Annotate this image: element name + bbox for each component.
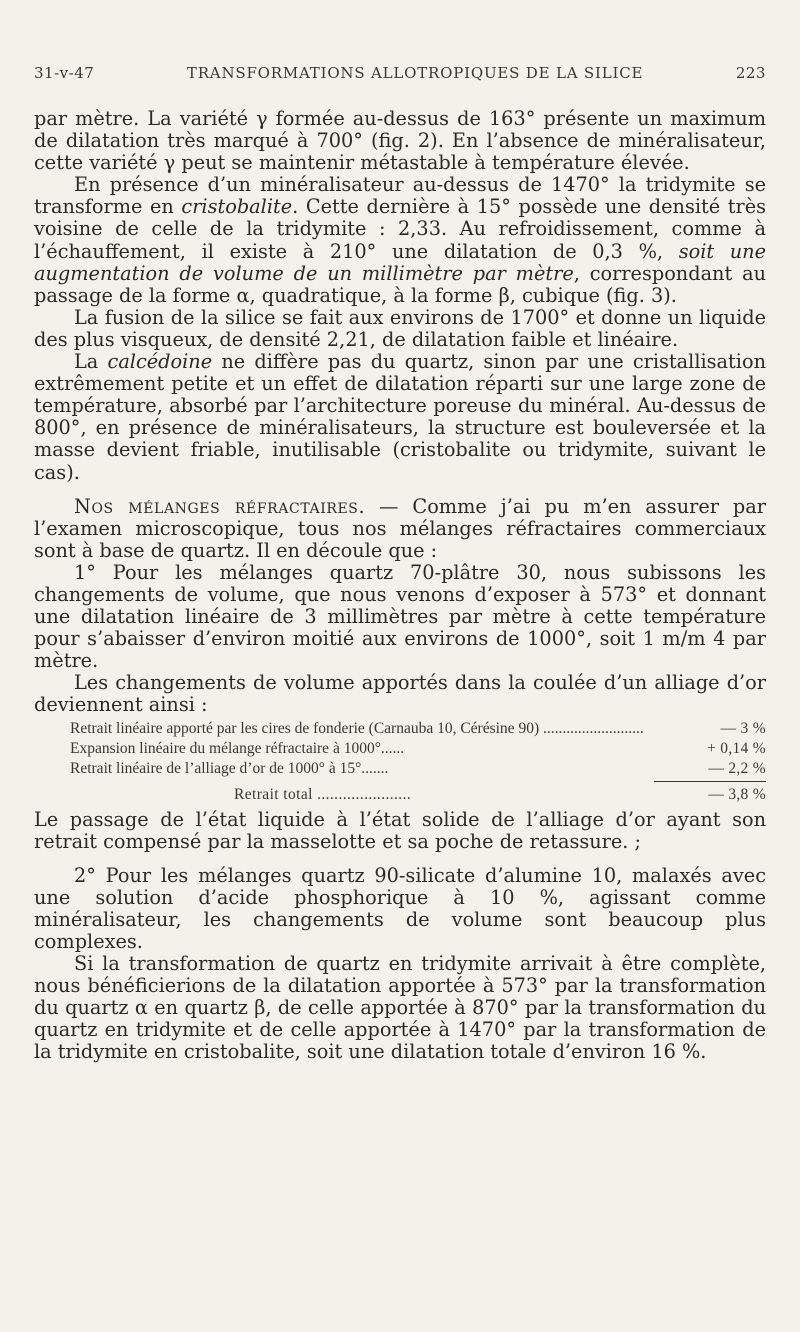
running-header bbox=[34, 64, 766, 82]
sum-rule bbox=[654, 781, 766, 782]
term-cristobalite: cristobalite bbox=[181, 195, 293, 219]
paragraph-calcedoine bbox=[34, 351, 766, 484]
text-run: La bbox=[74, 350, 108, 374]
recap-label: Retrait linéaire de l’alliage d’or de 1000° à 15°....... bbox=[70, 759, 389, 777]
text-run: , correspondant au passage de la forme α, quadratique, à la forme β, cubique (fig. 3). bbox=[34, 261, 766, 307]
paragraph-point-1: 1° Pour les mélanges quartz 70-plâtre 30, nous subissons les changements de volume, que nous venons d’exposer à 573° et donnant une dilatation linéaire de 3 millimètres par mètre à cette température pour s’abaisser d’environ moitié aux environs de 1000°, soit 1 m/m 4 par mètre. bbox=[34, 560, 766, 673]
paragraph-point-1-cont: Les changements de volume apportés dans la coulée d’un alliage d’or deviennent ainsi : bbox=[34, 671, 766, 717]
body-text bbox=[34, 108, 766, 1064]
recap-table bbox=[34, 719, 766, 805]
recap-total-value: — 3,8 % bbox=[708, 785, 766, 803]
text-run: En présence d’un minéralisateur au-dessus de 1470° la tridymite se transforme en bbox=[34, 173, 766, 219]
paragraph-section bbox=[34, 496, 766, 562]
paragraph-after-recap: Le passage de l’état liquide à l’état solide de l’alliage d’or ayant son retrait compensé par la masselotte et sa poche de retassure. ; bbox=[34, 807, 766, 853]
recap-value: + 0,14 % bbox=[707, 739, 766, 757]
recap-label: Retrait linéaire apporté par les cires de fonderie (Carnauba 10, Cérésine 90) .......................... bbox=[70, 719, 644, 737]
recap-label: Expansion linéaire du mélange réfractaire à 1000°...... bbox=[70, 739, 405, 757]
paragraph-point-2-cont: Si la transformation de quartz en tridymite arrivait à être complète, nous bénéficierions de la dilatation apportée à 573° par la transformation du quartz α en quartz β, de celle apportée à 870° par la transformation du quartz en tridymite et de celle apportée à 1470° par la transformation de la tridymite en cristobalite, soit une dilatation totale d’environ 16 %. bbox=[34, 952, 766, 1064]
paragraph-gap bbox=[34, 853, 766, 865]
recap-row bbox=[34, 739, 766, 759]
paragraph-point-2: 2° Pour les mélanges quartz 90-silicate d’alumine 10, malaxés avec une solution d’acide phosphorique à 10 %, agissant comme minéralisateur, les changements de volume sont beaucoup plus complexes. bbox=[34, 863, 766, 953]
issue-date: 31-v-47 bbox=[34, 64, 95, 82]
section-title: Nos mélanges réfractaires. bbox=[74, 494, 366, 518]
emphasis-volume: soit une augmentation de volume de un millimètre par mètre bbox=[34, 239, 767, 285]
recap-row bbox=[34, 759, 766, 779]
recap-value: — 2,2 % bbox=[708, 759, 766, 777]
paragraph-cristobalite bbox=[34, 174, 766, 307]
recap-value: — 3 % bbox=[720, 719, 766, 737]
text-run: . Cette dernière à 15° possède une densité très voisine de celle de la tridymite : 2,33. Au refroidissement, comme à l’échauffement, il existe à 210° une dilatation de 0,3 %, bbox=[34, 195, 767, 263]
recap-total-label: Retrait total ...................... bbox=[234, 785, 412, 803]
text-run: ne diffère pas du quartz, sinon par une cristallisation extrêmement petite et un effet de dilatation réparti sur une large zone de température, absorbé par l’architecture poreuse du minéral. Au-dessus de 800°, en présence de minéralisateurs, la structure est bouleversée et la masse devient friable, inutilisable (cristobalite ou tridymite, suivant le cas). bbox=[34, 350, 766, 484]
paragraph-fusion: La fusion de la silice se fait aux environs de 1700° et donne un liquide des plus visqueux, de densité 2,21, de dilatation faible et linéaire. bbox=[34, 305, 766, 351]
recap-row bbox=[34, 719, 766, 739]
term-calcedoine: calcédoine bbox=[107, 350, 213, 374]
recap-total-row bbox=[34, 785, 766, 805]
section-text: — Comme j’ai pu m’en assurer par l’examen microscopique, tous nos mélanges réfractaires commerciaux sont à base de quartz. Il en découle que : bbox=[34, 494, 766, 562]
paragraph-gamma: par mètre. La variété γ formée au-dessus de 163° présente un maximum de dilatation très marqué à 700° (fig. 2). En l’absence de minéralisateur, cette variété γ peut se maintenir métastable à température élevée. bbox=[34, 107, 766, 175]
running-title: TRANSFORMATIONS ALLOTROPIQUES DE LA SILICE bbox=[186, 64, 644, 82]
page-number: 223 bbox=[735, 64, 766, 82]
